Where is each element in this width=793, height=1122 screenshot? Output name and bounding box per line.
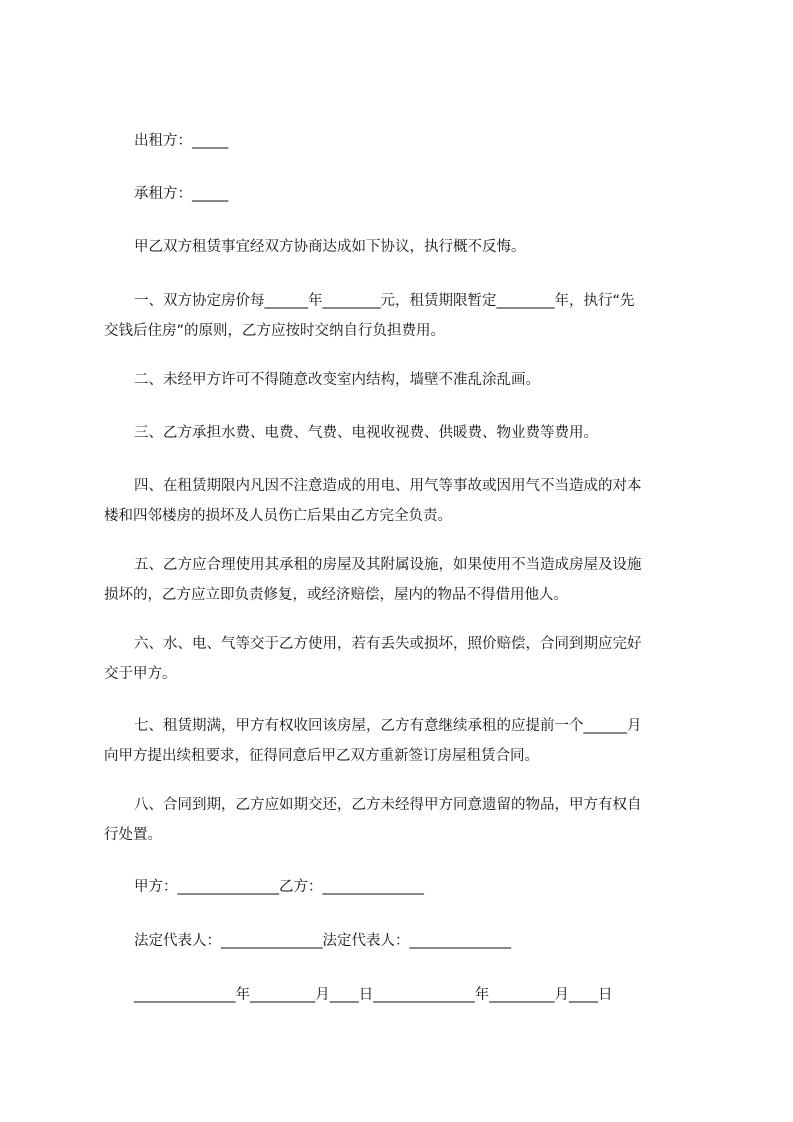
clause-4 [104,471,704,531]
clause-6-line-1: 六、水、电、气等交于乙方使用，若有丢失或损坏，照价赔偿，合同到期应完好 [134,636,642,652]
clause-8-line-2: 行处置。 [104,827,162,843]
clause-4-line-2: 楼和四邻楼房的损坏及人员伤亡后果由乙方完全负责。 [104,508,452,524]
clause-6-line-2: 交于甲方。 [104,666,177,682]
clause-3 [104,418,704,448]
clause-1 [104,286,704,346]
signature-representatives: 法定代表人：______________法定代表人：______________ [134,933,511,949]
intro-line: 甲乙双方租赁事宜经双方协商达成如下协议，执行概不反悔。 [134,239,526,255]
clause-8 [104,790,704,850]
clause-5-line-2: 损坏的，乙方应立即负责修复，或经济赔偿，屋内的物品不得借用他人。 [104,587,568,603]
clause-8-line-1: 八、合同到期，乙方应如期交还，乙方未经得甲方同意遗留的物品，甲方有权自 [134,797,642,813]
clause-2 [104,365,704,395]
clause-7-line-2: 向甲方提出续租要求，征得同意后甲乙双方重新签订房屋租赁合同。 [104,748,539,764]
clause-7-line-1: 七、租赁期满，甲方有权收回该房屋，乙方有意继续承租的应提前一个______月 [134,718,642,734]
clause-5 [104,550,704,610]
clause-4-line-1: 四、在租赁期限内凡因不注意造成的用电、用气等事故或因用气不当造成的对本 [134,478,642,494]
clause-7 [104,711,704,771]
clause-1-line-2: 交钱后住房”的原则，乙方应按时交纳自行负担费用。 [104,323,446,339]
signature-dates: ______________年_________月____日______________年_________月____日 [134,987,613,1003]
clause-6 [104,629,704,689]
clause-1-line-1: 一、双方协定房价每______年________元，租赁期限暂定________年，执行“先 [134,293,635,309]
clause-3-line-1: 三、乙方承担水费、电费、气费、电视收视费、供暖费、物业费等费用。 [134,425,598,441]
clause-5-line-1: 五、乙方应合理使用其承租的房屋及其附属设施，如果使用不当造成房屋及设施 [134,557,642,573]
lessee-line: 承租方：_____ [134,186,229,202]
signature-parties: 甲方：______________乙方：______________ [134,879,424,895]
lessor-line: 出租方：_____ [134,133,229,149]
clause-2-line-1: 二、未经甲方许可不得随意改变室内结构，墙壁不准乱涂乱画。 [134,372,540,388]
